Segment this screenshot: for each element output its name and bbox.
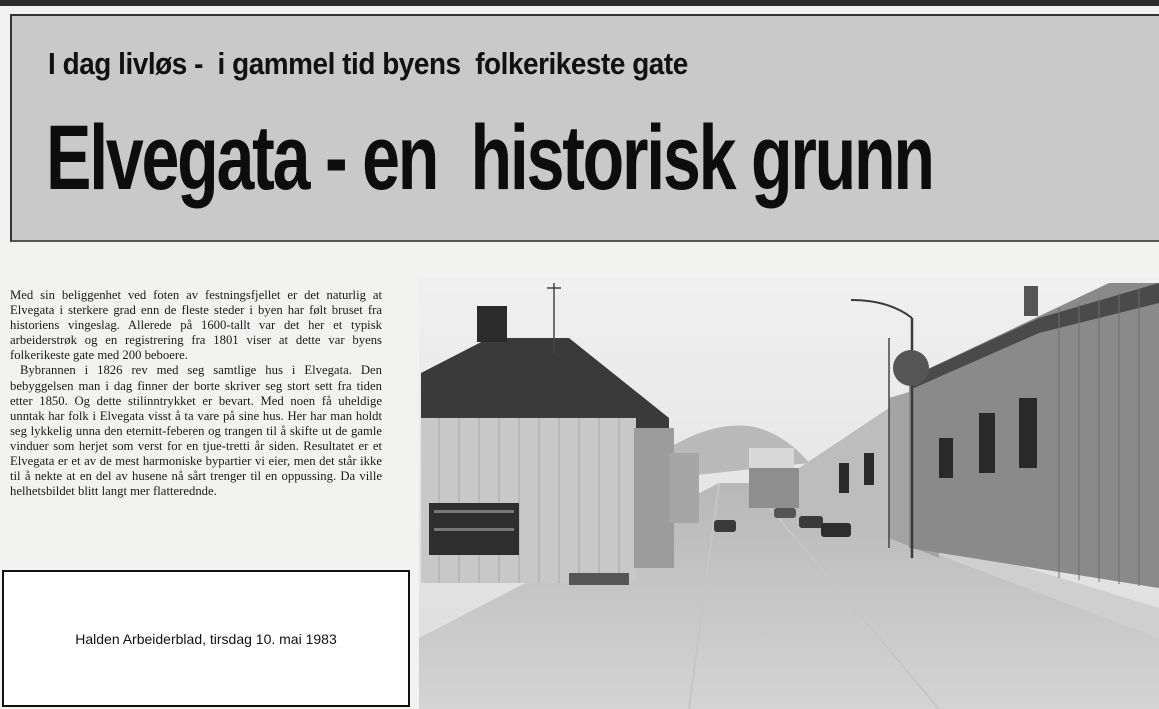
headline-band [10,14,1159,242]
car [714,520,736,532]
source-caption-box [2,570,410,707]
car [774,508,796,518]
headline: Elvegata - en historisk grunn [46,107,933,209]
paragraph-1: Med sin beliggenhet ved foten av festningsfjellet er det naturlig at Elvegata i sterkere grad enn de fleste steder i byen har følt bruset fra historiens vingeslag. Allerede på 1600-tallt var det her et typisk arbeiderstrøk og en registrering fra 1801 viser at dette var byens folkerikeste gate med 200 beboere. [10,288,382,363]
article-body [10,288,382,499]
car [799,516,823,528]
source-caption: Halden Arbeiderblad, tirsdag 10. mai 1983 [75,630,337,647]
paragraph-2: Bybrannen i 1826 rev med seg samtlige hus i Elvegata. Den bebyggelsen man i dag finner der borte skriver seg stort sett fra tiden etter 1850. Og dette stilinntrykket er bevart. Med noen få uheldige unntak har folk i Elvegata visst å ta vare på sine hus. Her har man holdt seg lykkelig unna den eternitt-feberen og trangen til å skifte ut de gamle vinduer som herjet som verst for en tjue-tretti år siden. Resultatet er et Elvegata er et av de mest harmoniske bypartier vi eier, men det står ikke til å nekte at en del av husene nå sårt trenger til en oppussing. Da ville helhetsbildet blitt langt mer flatteredndе. [10,363,382,499]
car [821,523,851,537]
chimney [477,306,507,342]
top-rule [0,0,1159,6]
left-house-wall [421,418,636,583]
kicker: I dag livløs - i gammel tid byens folkerikeste gate [48,46,688,81]
street-photo [419,278,1159,709]
